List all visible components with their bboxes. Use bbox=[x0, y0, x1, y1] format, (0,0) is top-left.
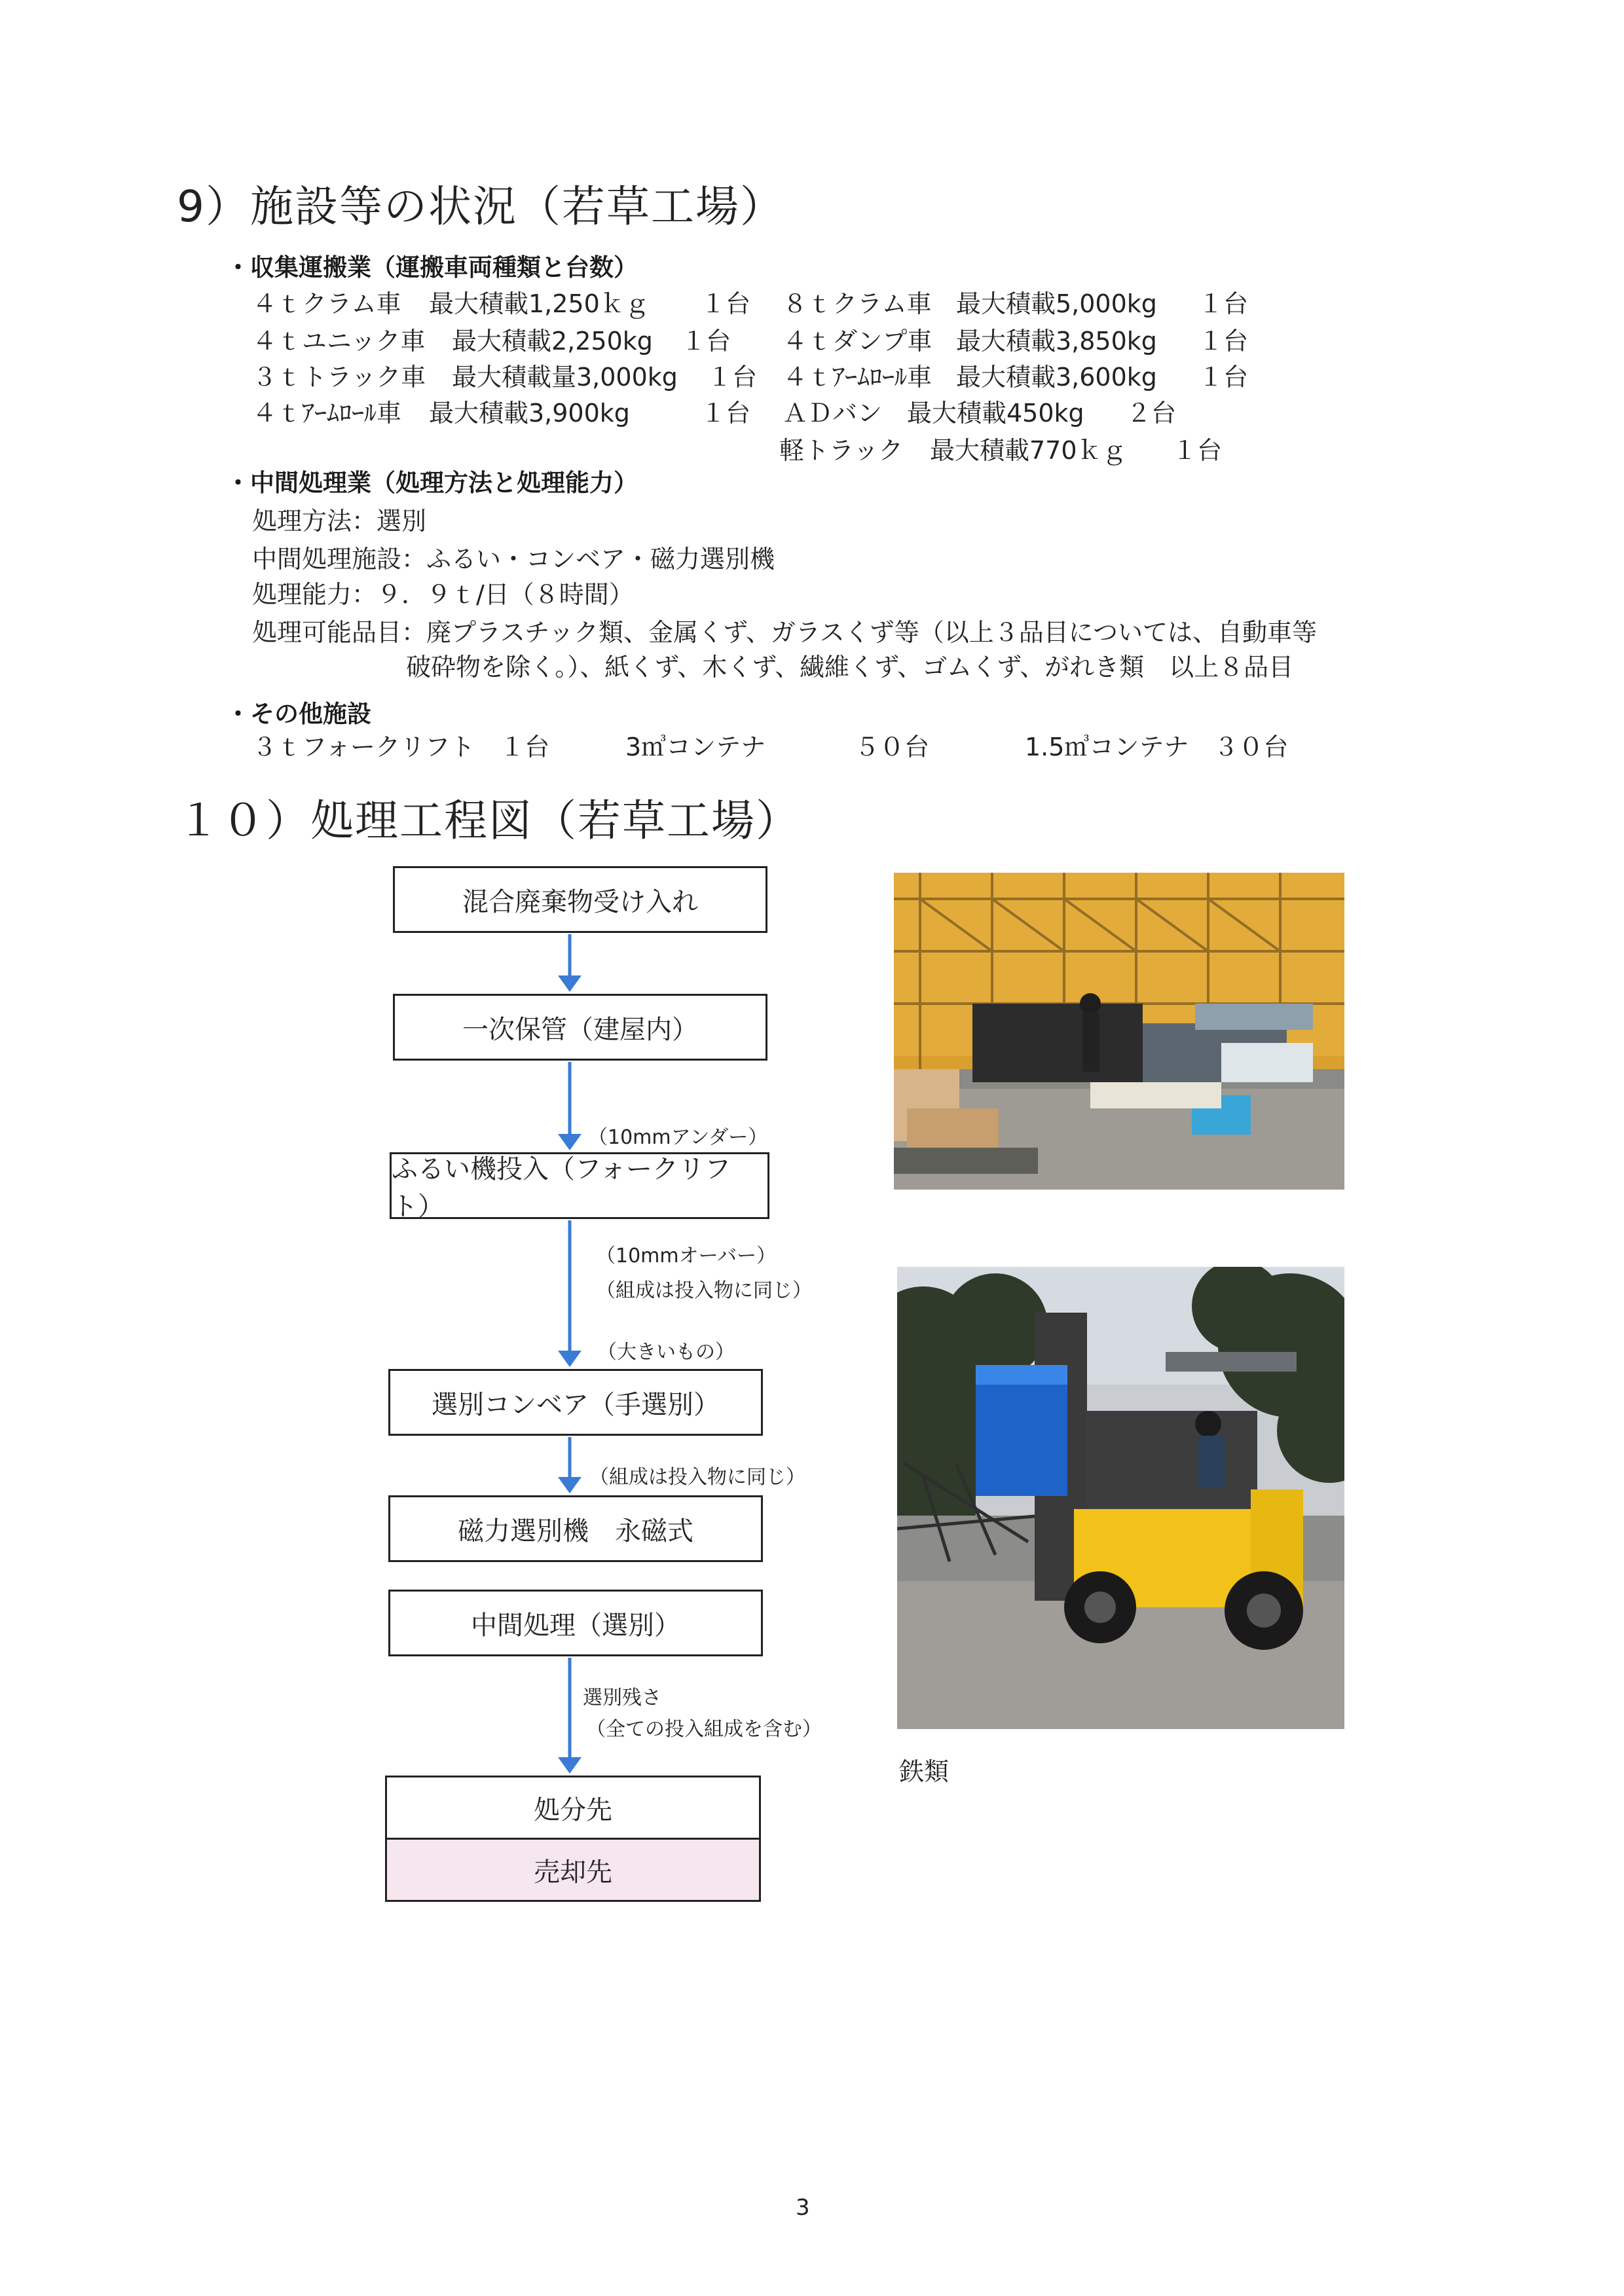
other-facility-item: ３ｔフォークリフト １台 bbox=[252, 733, 550, 761]
note-10mm-under: （10mmアンダー） bbox=[588, 1126, 768, 1149]
processable-items-line2: 破砕物を除く。）、紙くず、木くず、繊維くず、ゴムくず、がれき類 以上８品目 bbox=[406, 653, 1294, 682]
vehicle-cell: 最大積載量3,000kg bbox=[452, 363, 678, 392]
vehicle-cell: 最大積載3,850kg bbox=[956, 327, 1157, 355]
note-large-items: （大きいもの） bbox=[597, 1341, 735, 1364]
collection-heading: ・収集運搬業（運搬車両種類と台数） bbox=[226, 253, 638, 282]
flow-step-magnetic-separator: 磁力選別機 永磁式 bbox=[388, 1495, 763, 1562]
section-10-title: １０）処理工程図（若草工場） bbox=[177, 795, 800, 846]
other-facility-item: 3㎥コンテナ bbox=[625, 733, 766, 761]
flow-step-disposal: 処分先 bbox=[385, 1776, 761, 1840]
flow-step-sale: 売却先 bbox=[385, 1838, 761, 1902]
intermediate-heading: ・中間処理業（処理方法と処理能力） bbox=[226, 469, 638, 497]
note-residue: 選別残さ bbox=[583, 1686, 661, 1709]
processing-facility: 中間処理施設：ふるい・コンベア・磁力選別機 bbox=[252, 545, 775, 574]
vehicle-cell: ４ｔｱｰﾑﾛｰﾙ車 bbox=[252, 399, 402, 428]
vehicle-cell: ３ｔトラック車 bbox=[252, 363, 426, 392]
note-10mm-over: （10mmオーバー） bbox=[596, 1245, 777, 1267]
vehicle-cell: ４ｔクラム車 bbox=[252, 289, 401, 318]
vehicle-cell: 最大積載2,250kg bbox=[452, 327, 653, 355]
flow-step-sorting-conveyor: 選別コンベア（手選別） bbox=[388, 1369, 763, 1436]
note-composition-1: （組成は投入物に同じ） bbox=[596, 1279, 812, 1302]
photo-caption: 鉄類 bbox=[899, 1757, 950, 1786]
processing-capacity: 処理能力：９．９ｔ/日（８時間） bbox=[252, 580, 634, 609]
flow-step-sieve-input: ふるい機投入（フォークリフト） bbox=[390, 1152, 769, 1219]
note-residue-composition: （全ての投入組成を含む） bbox=[586, 1718, 822, 1741]
vehicle-cell: 軽トラック bbox=[779, 436, 904, 465]
vehicle-cell: １台 bbox=[681, 327, 731, 355]
processable-items-line1: 処理可能品目：廃プラスチック類、金属くず、ガラスくず等（以上３品目については、自動車等 bbox=[252, 618, 1318, 647]
vehicle-cell: 最大積載3,600kg bbox=[956, 363, 1157, 392]
flow-step-primary-storage: 一次保管（建屋内） bbox=[393, 994, 767, 1061]
vehicle-cell: １台 bbox=[701, 289, 751, 318]
vehicle-cell: ４ｔダンプ車 bbox=[783, 327, 932, 355]
other-facilities-heading: ・その他施設 bbox=[226, 700, 371, 728]
page-number: 3 bbox=[796, 2195, 810, 2221]
other-facility-item: 1.5㎥コンテナ ３０台 bbox=[1025, 733, 1289, 761]
other-facility-item: ５０台 bbox=[855, 733, 930, 761]
vehicle-cell: １台 bbox=[707, 363, 758, 392]
vehicle-cell: 最大積載5,000kg bbox=[956, 289, 1157, 318]
flow-step-intermediate-sorting: 中間処理（選別） bbox=[388, 1590, 763, 1656]
vehicle-cell: １台 bbox=[1172, 436, 1223, 465]
vehicle-cell: １台 bbox=[1198, 289, 1249, 318]
vehicle-cell: １台 bbox=[701, 399, 751, 428]
vehicle-cell: ２台 bbox=[1126, 399, 1177, 428]
note-composition-2: （組成は投入物に同じ） bbox=[589, 1466, 805, 1489]
facility-interior-photo bbox=[894, 873, 1344, 1190]
section-9-title: 9）施設等の状況（若草工場） bbox=[177, 181, 784, 232]
vehicle-cell: ４ｔｱｰﾑﾛｰﾙ車 bbox=[783, 363, 932, 392]
vehicle-cell: ４ｔユニック車 bbox=[252, 327, 426, 355]
vehicle-cell: 最大積載450kg bbox=[907, 399, 1084, 428]
vehicle-cell: 最大積載3,900kg bbox=[429, 399, 630, 428]
vehicle-cell: 最大積載1,250ｋｇ bbox=[429, 289, 650, 318]
vehicle-cell: １台 bbox=[1198, 363, 1249, 392]
vehicle-cell: ８ｔクラム車 bbox=[783, 289, 932, 318]
vehicle-cell: 最大積載770ｋｇ bbox=[930, 436, 1127, 465]
vehicle-cell: １台 bbox=[1198, 327, 1249, 355]
flow-step-receiving: 混合廃棄物受け入れ bbox=[393, 866, 767, 933]
processing-method: 処理方法：選別 bbox=[252, 507, 427, 536]
vehicle-cell: ＡＤバン bbox=[783, 399, 883, 428]
forklift-photo bbox=[897, 1267, 1344, 1729]
